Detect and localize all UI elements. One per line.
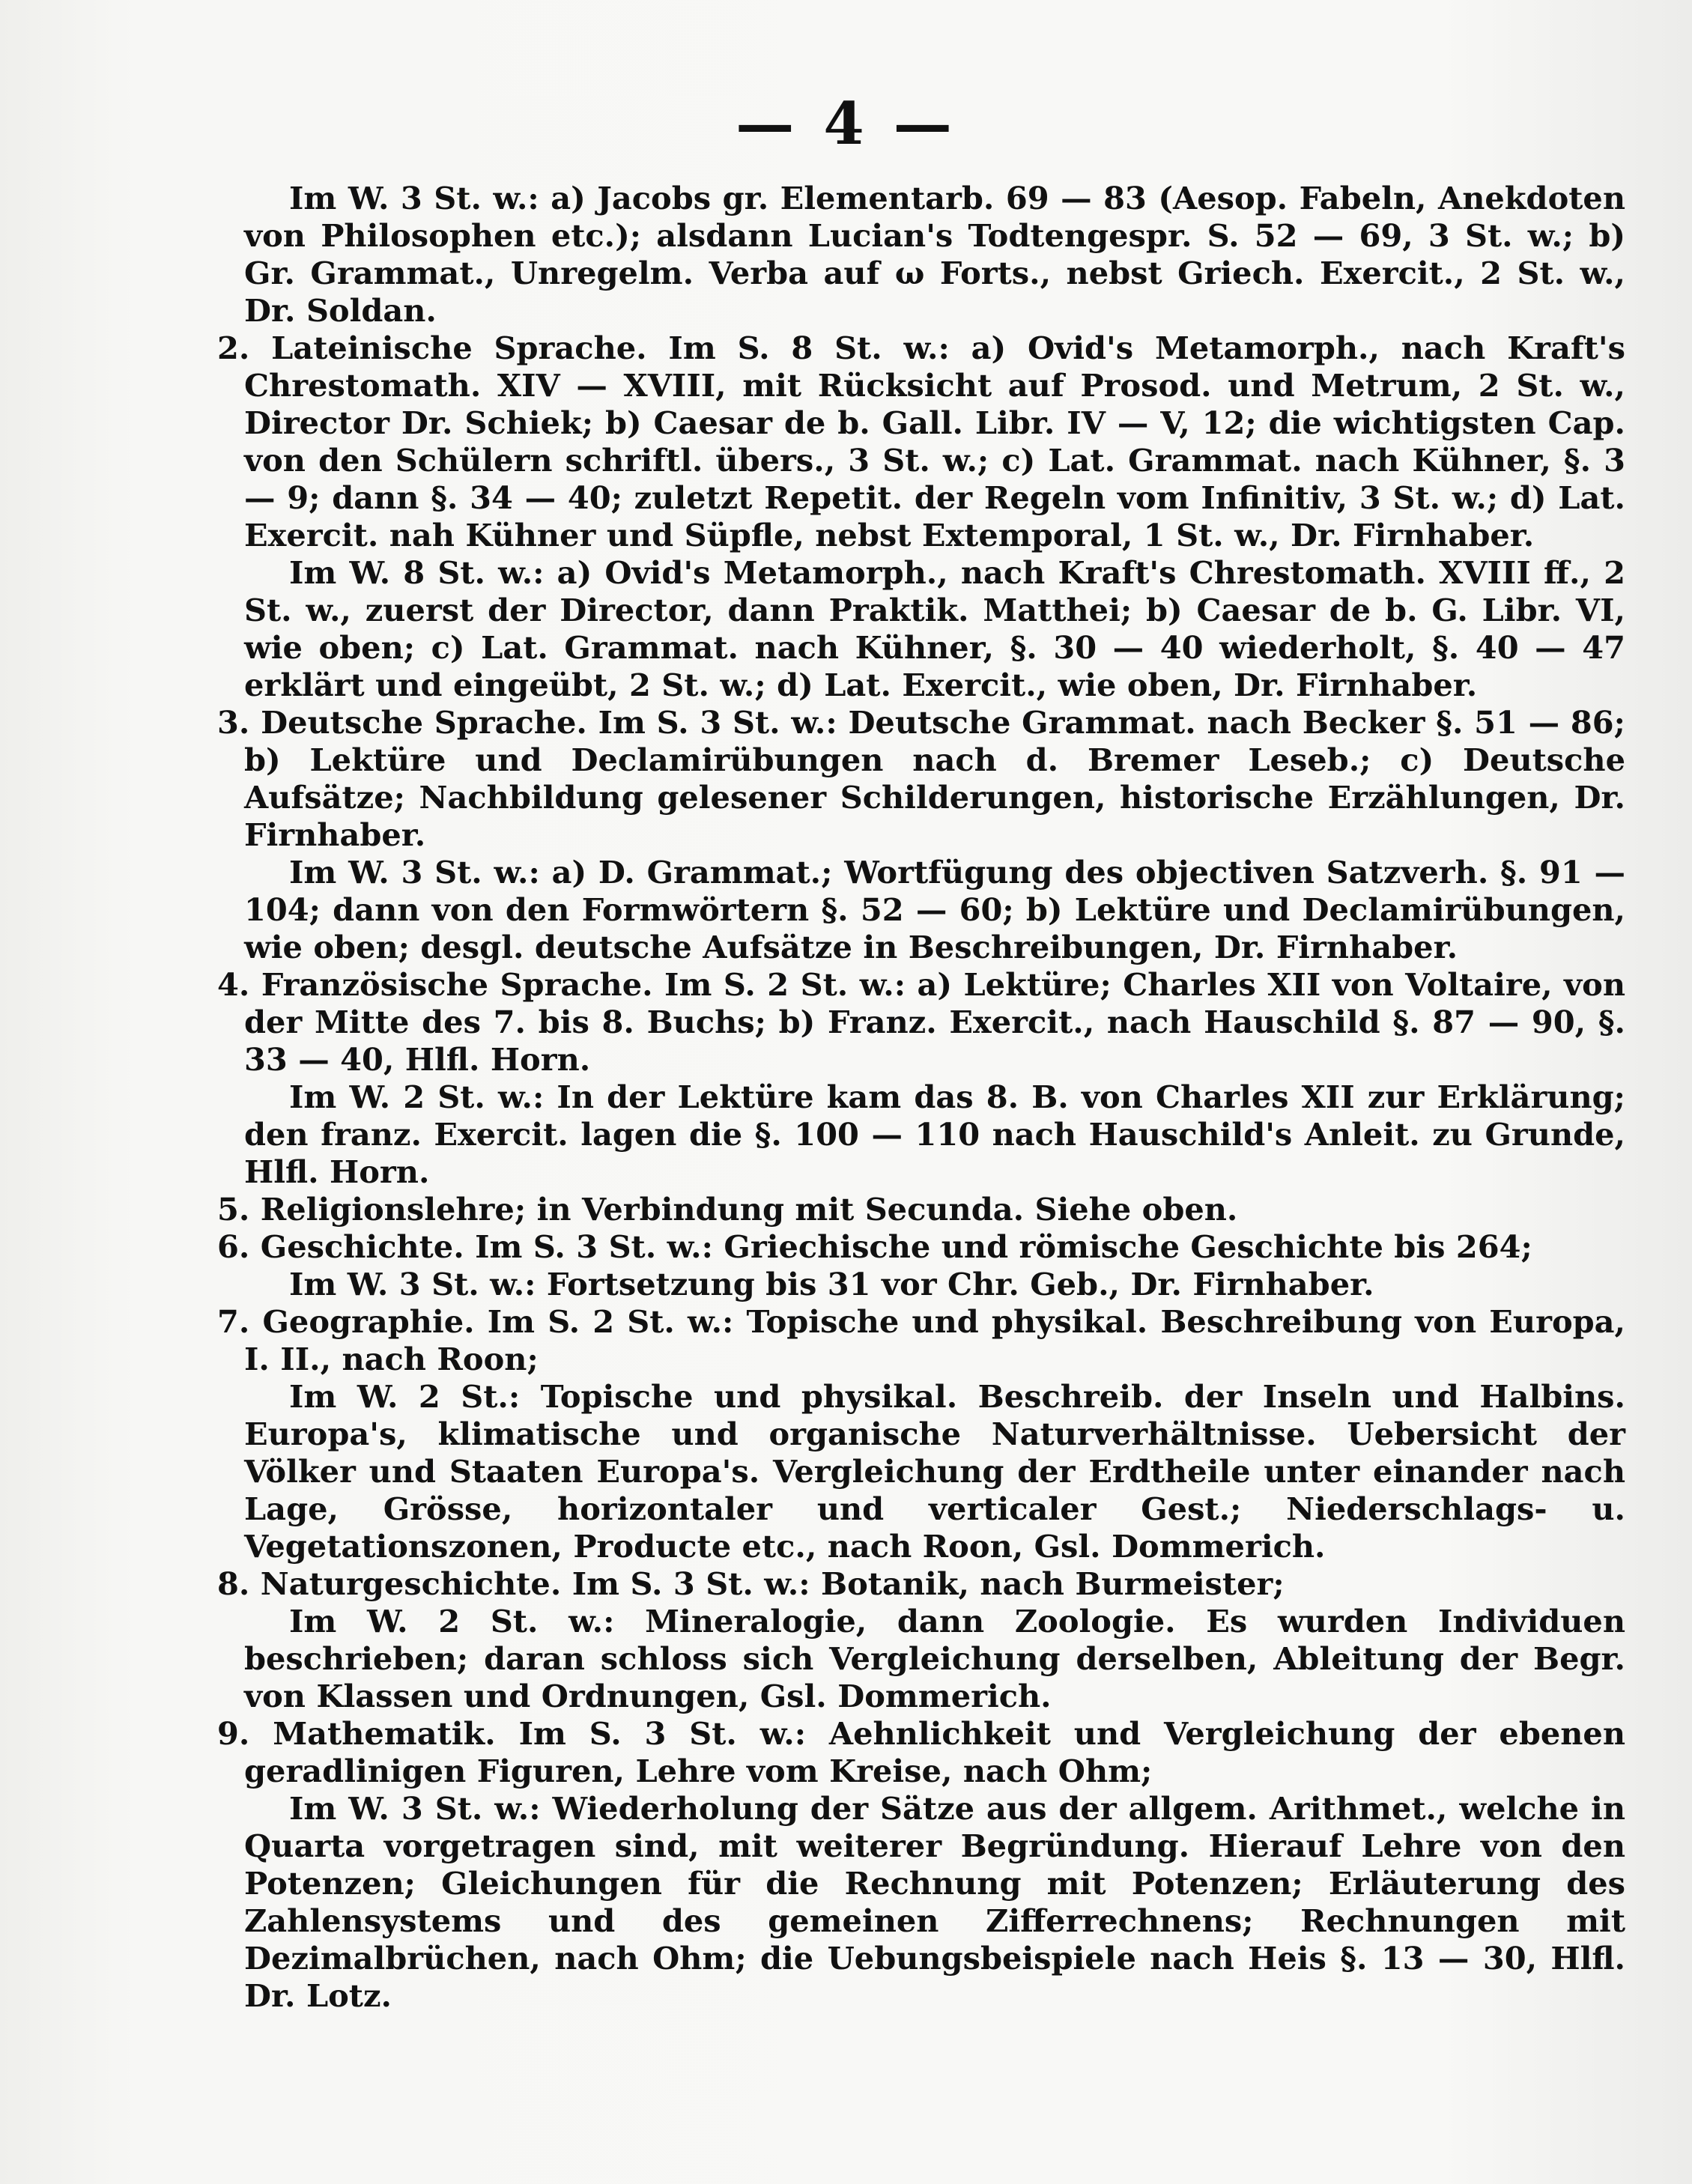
paragraph-text: Mathematik. Im S. 3 St. w.: Aehnlichkeit und Vergleichung der ebenen geradlinigen Figuren, Lehre vom Kreise, nach Ohm; [244, 1715, 1626, 1789]
paragraph-natural-history-winter [217, 1603, 1625, 1715]
paragraph-text: Im W. 3 St. w.: Wiederholung der Sätze aus der allgem. Arithmet., welche in Quarta vorgetragen sind, mit weiterer Begründung. Hierauf Lehre von den Potenzen; Gleichungen für die Rechnung mit Potenzen; Erläuterung des Zahlensystems und des gemeinen Zifferrechnens; Rechnungen mit Dezimalbrüchen, nach Ohm; die Uebungsbeispiele nach Heis §. 13 — 30, Hlfl. Dr. Lotz. [244, 1790, 1625, 2014]
paragraph-text: Französische Sprache. Im S. 2 St. w.: a) Lektüre; Charles XII von Voltaire, von der Mitte des 7. bis 8. Buchs; b) Franz. Exercit., nach Hauschild §. 87 — 90, §. 33 — 40, Hlfl. Horn. [244, 966, 1625, 1078]
page-body [217, 180, 1625, 2015]
paragraph-geography-winter [217, 1378, 1625, 1565]
section-number: 6. [217, 1228, 250, 1265]
paragraph-text: Geschichte. Im S. 3 St. w.: Griechische und römische Geschichte bis 264; [260, 1228, 1532, 1265]
paragraph-german-winter [217, 854, 1625, 966]
paragraph-history [217, 1228, 1625, 1266]
paragraph-text: Religionslehre; in Verbindung mit Secunda. Siehe oben. [260, 1191, 1238, 1228]
section-number: 8. [217, 1565, 250, 1602]
paragraph-text: Im W. 2 St.: Topische und physikal. Beschreib. der Inseln und Halbins. Europa's, klimatische und organische Naturverhältnisse. Uebersicht der Völker und Staaten Europa's. Vergleichung der Erdtheile unter einander nach Lage, Grösse, horizontaler und verticaler Gest.; Niederschlags- u. Vegetationszonen, Producte etc., nach Roon, Gsl. Dommerich. [244, 1378, 1625, 1565]
paragraph-text: Im W. 3 St. w.: Fortsetzung bis 31 vor Chr. Geb., Dr. Firnhaber. [289, 1266, 1374, 1302]
paragraph-mathematics [217, 1715, 1625, 1790]
paragraph-latin-winter [217, 554, 1625, 704]
paragraph-greek-winter [217, 180, 1625, 330]
paragraph-history-winter [217, 1266, 1625, 1303]
paragraph-latin [217, 330, 1625, 554]
paragraph-text: Deutsche Sprache. Im S. 3 St. w.: Deutsche Grammat. nach Becker §. 51 — 86; b) Lektüre und Declamirübungen nach d. Bremer Leseb.; c) Deutsche Aufsätze; Nachbildung gelesener Schilderungen, historische Erzählungen, Dr. Firnhaber. [244, 704, 1625, 853]
page-number: — 4 — [736, 90, 956, 158]
paragraph-text: Geographie. Im S. 2 St. w.: Topische und physikal. Beschreibung von Europa, I. II., nach Roon; [244, 1303, 1626, 1377]
paragraph-german [217, 704, 1625, 854]
paragraph-text: Im W. 2 St. w.: Mineralogie, dann Zoologie. Es wurden Individuen beschrieben; daran schloss sich Vergleichung derselben, Ableitung der Begr. von Klassen und Ordnungen, Gsl. Dommerich. [244, 1603, 1625, 1714]
paragraph-geography [217, 1303, 1625, 1378]
section-number: 4. [217, 966, 250, 1003]
paragraph-text: Naturgeschichte. Im S. 3 St. w.: Botanik, nach Burmeister; [260, 1565, 1285, 1602]
paragraph-text: Im W. 3 St. w.: a) D. Grammat.; Wortfügung des objectiven Satzverh. §. 91 — 104; dann von den Formwörtern §. 52 — 60; b) Lektüre und Declamirübungen, wie oben; desgl. deutsche Aufsätze in Beschreibungen, Dr. Firnhaber. [244, 854, 1625, 965]
paragraph-religion [217, 1191, 1625, 1228]
paragraph-text: Im W. 3 St. w.: a) Jacobs gr. Elementarb. 69 — 83 (Aesop. Fabeln, Anekdoten von Philosophen etc.); alsdann Lucian's Todtengespr. S. 52 — 69, 3 St. w.; b) Gr. Grammat., Unregelm. Verba auf ω Forts., nebst Griech. Exercit., 2 St. w., Dr. Soldan. [244, 180, 1625, 329]
section-number: 3. [217, 704, 250, 741]
section-number: 7. [217, 1303, 250, 1340]
paragraph-text: Lateinische Sprache. Im S. 8 St. w.: a) Ovid's Metamorph., nach Kraft's Chrestomath. XIV — XVIII, mit Rücksicht auf Prosod. und Metrum, 2 St. w., Director Dr. Schiek; b) Caesar de b. Gall. Libr. IV — V, 12; die wichtigsten Cap. von den Schülern schriftl. übers., 3 St. w.; c) Lat. Grammat. nach Kühner, §. 3 — 9; dann §. 34 — 40; zuletzt Repetit. der Regeln vom Infinitiv, 3 St. w.; d) Lat. Exercit. nah Kühner und Süpfle, nebst Extemporal, 1 St. w., Dr. Firnhaber. [244, 330, 1625, 553]
paragraph-natural-history [217, 1565, 1625, 1603]
paragraph-mathematics-winter [217, 1790, 1625, 2015]
paragraph-text: Im W. 2 St. w.: In der Lektüre kam das 8. B. von Charles XII zur Erklärung; den franz. Exercit. lagen die §. 100 — 110 nach Hauschild's Anleit. zu Grunde, Hlfl. Horn. [244, 1079, 1625, 1190]
paragraph-french-winter [217, 1079, 1625, 1191]
paragraph-french [217, 966, 1625, 1079]
section-number: 2. [217, 330, 250, 366]
section-number: 9. [217, 1715, 250, 1752]
paragraph-text: Im W. 8 St. w.: a) Ovid's Metamorph., nach Kraft's Chrestomath. XVIII ff., 2 St. w., zuerst der Director, dann Praktik. Matthei; b) Caesar de b. G. Libr. VI, wie oben; c) Lat. Grammat. nach Kühner, §. 30 — 40 wiederholt, §. 40 — 47 erklärt und eingeübt, 2 St. w.; d) Lat. Exercit., wie oben, Dr. Firnhaber. [244, 554, 1625, 703]
section-number: 5. [217, 1191, 250, 1228]
